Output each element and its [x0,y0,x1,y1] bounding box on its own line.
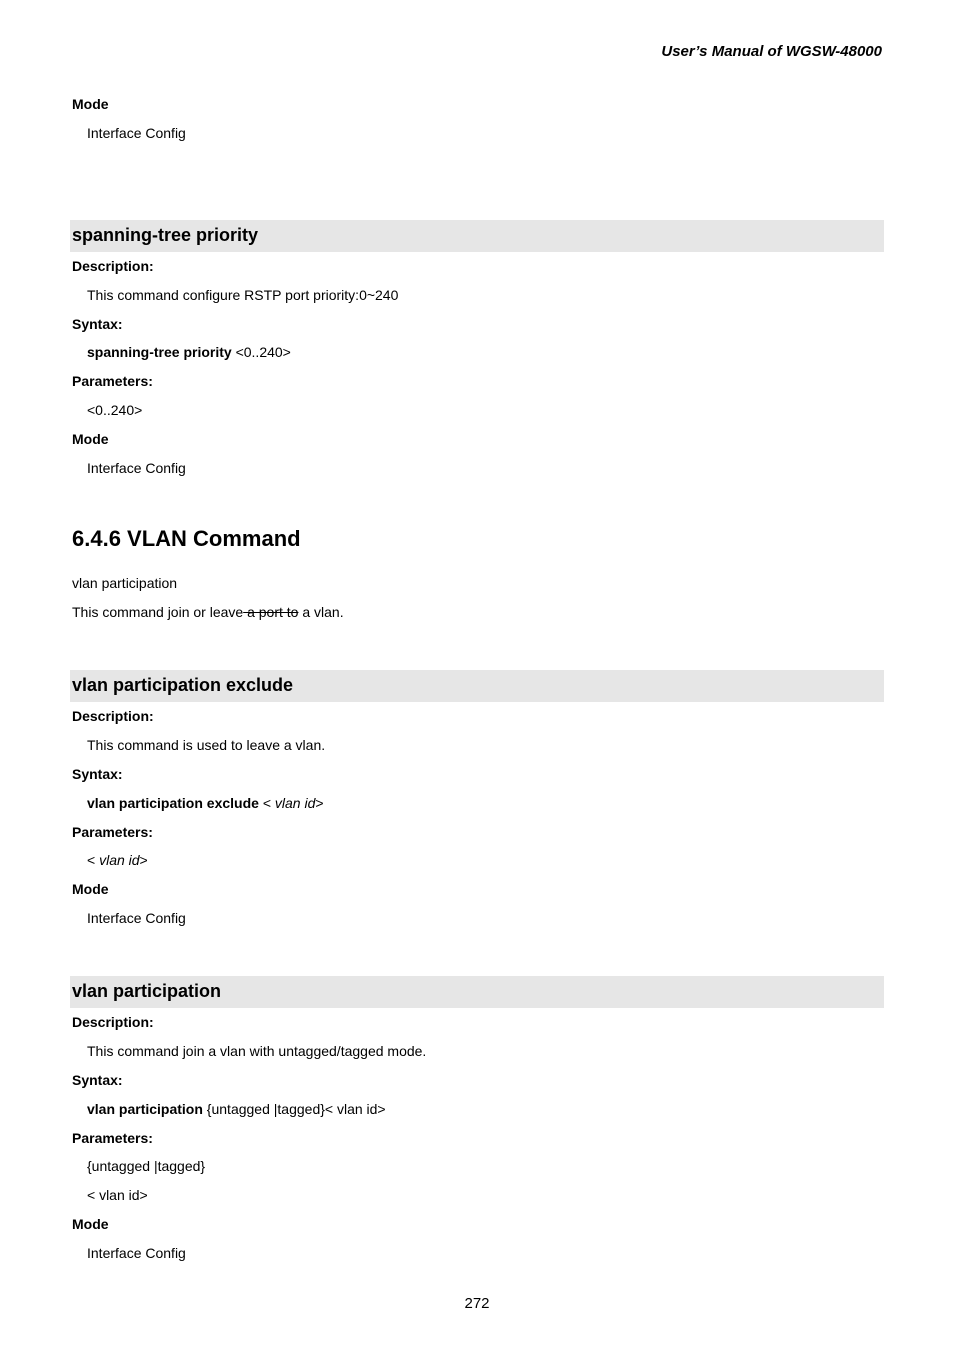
syntax-command: spanning-tree priority [87,344,232,360]
parameter-value [87,852,148,868]
syntax-command: vlan participation exclude [87,795,259,811]
mode-value: Interface Config [87,460,186,476]
parameter-value: < vlan id> [87,1187,148,1203]
param-lt: < [87,852,100,868]
mode-value: Interface Config [87,910,186,926]
sentence-before: This command join or leave [72,604,244,620]
page-number: 272 [464,1295,490,1312]
chapter-heading: 6.4.6 VLAN Command [72,526,301,551]
chapter-intro-sentence [72,604,344,620]
description-text: This command join a vlan with untagged/tagged mode. [87,1043,427,1059]
description-text: This command is used to leave a vlan. [87,737,326,753]
syntax-label: Syntax: [72,766,123,782]
parameters-label: Parameters: [72,824,153,840]
syntax-label: Syntax: [72,1072,123,1088]
section-header-vlan-participation-exclude [70,670,884,702]
sentence-after: a vlan. [298,604,344,620]
syntax-arguments: <0..240> [231,344,291,360]
mode-value: Interface Config [87,125,186,141]
description-label: Description: [72,258,154,274]
description-label: Description: [72,1014,154,1030]
mode-label: Mode [72,431,109,447]
description-text: This command configure RSTP port priority:0~240 [87,287,399,303]
description-label: Description: [72,708,154,724]
syntax-gt: > [315,795,324,811]
syntax-lt: < [258,795,275,811]
manual-header-title: User’s Manual of WGSW-48000 [661,43,882,60]
section-title: vlan participation exclude [72,675,294,695]
parameter-value: <0..240> [87,402,143,418]
parameters-label: Parameters: [72,1130,153,1146]
syntax-arguments: {untagged |tagged}< vlan id> [202,1101,386,1117]
section-header-vlan-participation [70,976,884,1008]
syntax-argument: vlan id [274,795,316,811]
syntax-line [87,1101,386,1117]
mode-label: Mode [72,1216,109,1232]
param-gt: > [139,852,148,868]
struck-text: a port to [243,604,299,620]
section-header-spanning-tree-priority [70,220,884,252]
syntax-line [87,344,291,360]
mode-value: Interface Config [87,1245,186,1261]
syntax-command: vlan participation [87,1101,203,1117]
section-title: vlan participation [72,981,222,1001]
param-argument: vlan id [99,852,140,868]
section-title: spanning-tree priority [72,225,259,245]
syntax-label: Syntax: [72,316,123,332]
mode-label: Mode [72,96,109,112]
parameters-label: Parameters: [72,373,153,389]
chapter-intro-line: vlan participation [72,575,178,591]
parameter-value: {untagged |tagged} [87,1158,206,1174]
mode-label: Mode [72,881,109,897]
syntax-line [87,795,324,811]
